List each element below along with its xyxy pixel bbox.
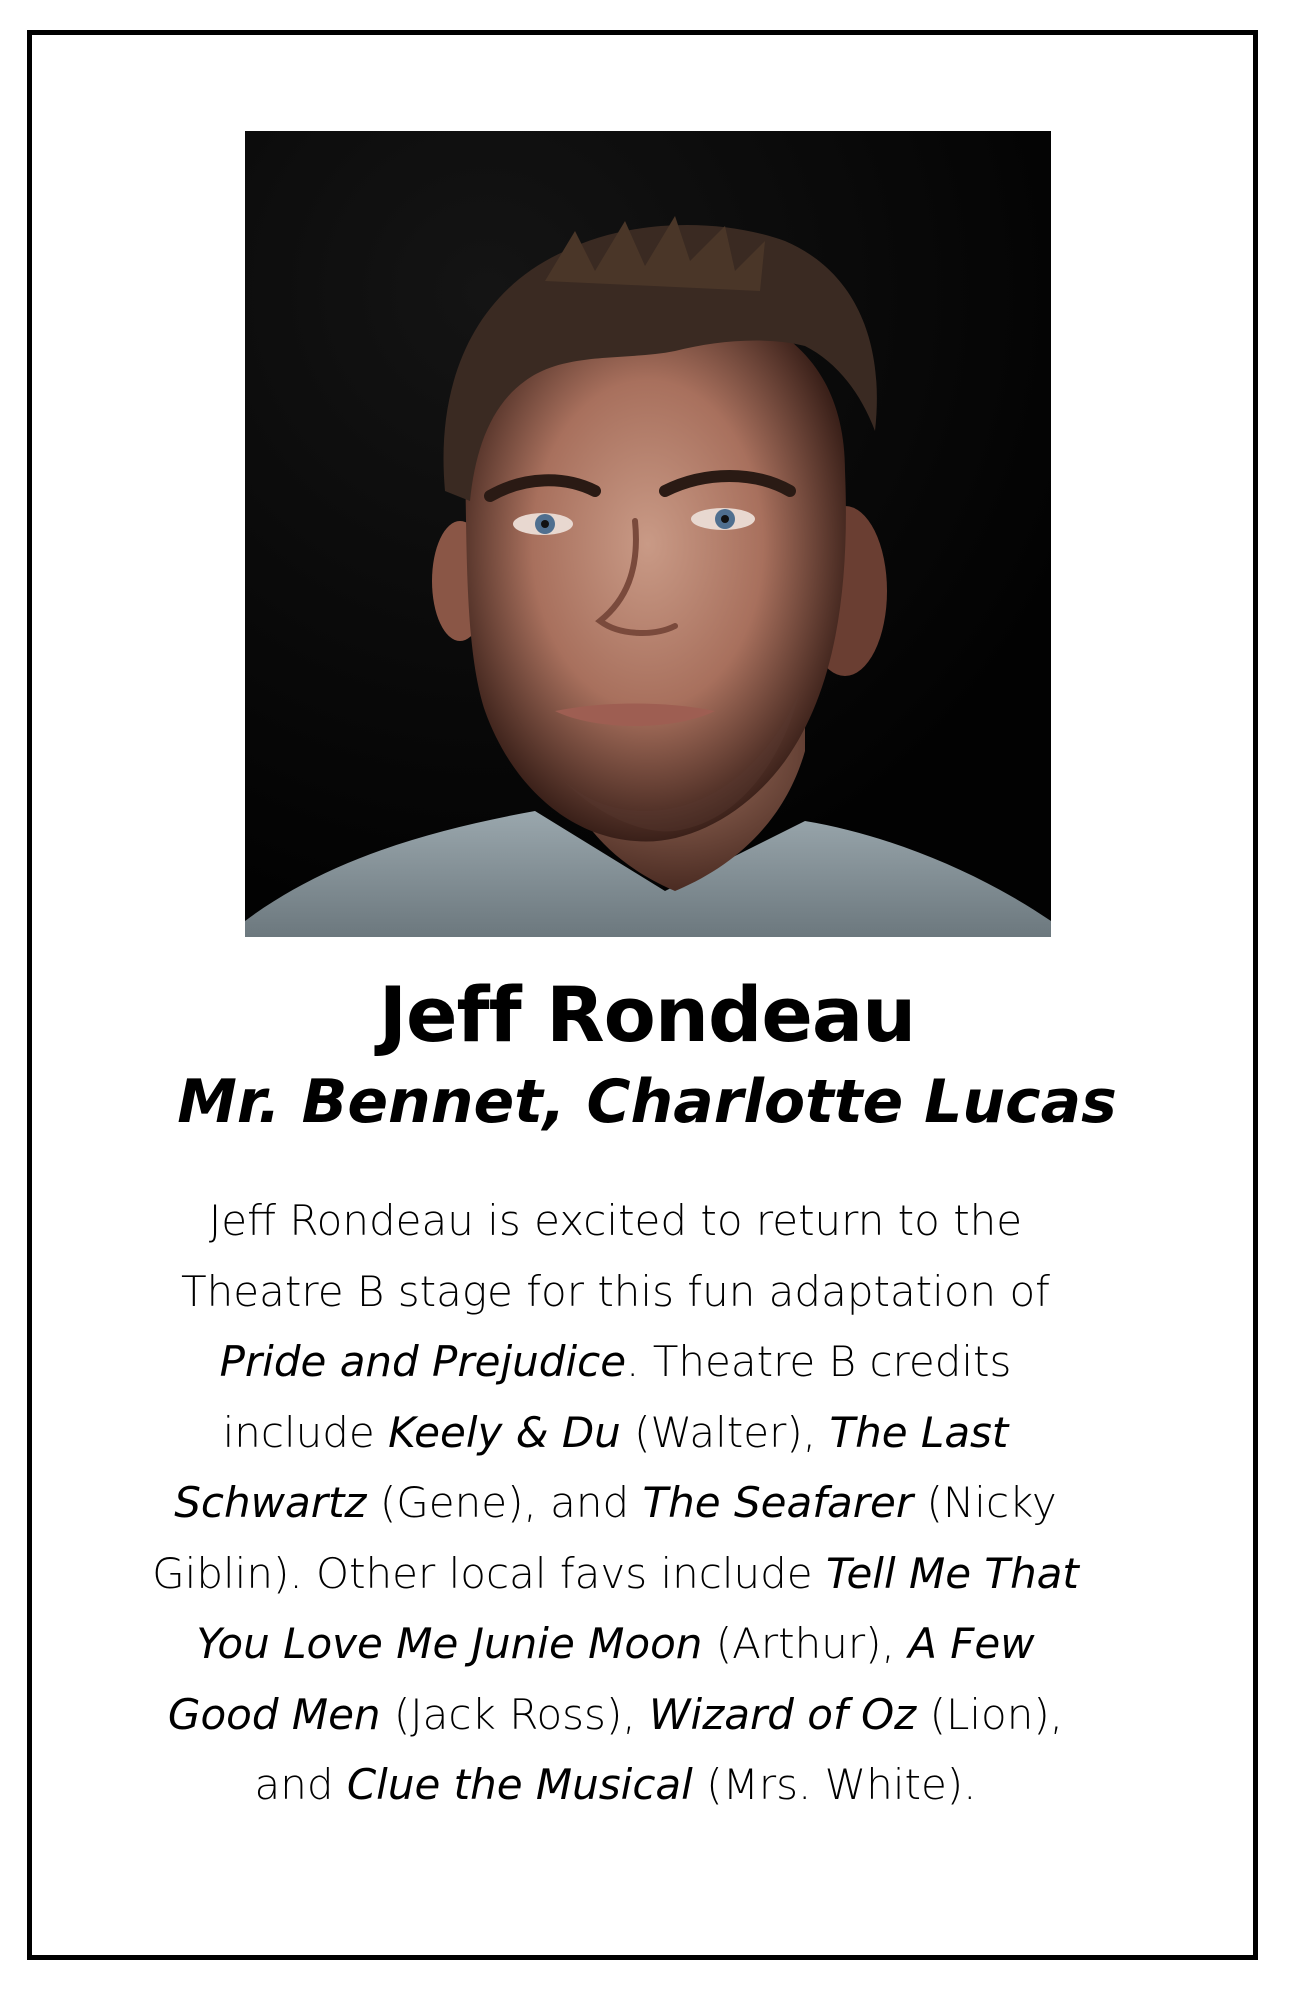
actor-role: Mr. Bennet, Charlotte Lucas xyxy=(177,1067,1117,1137)
bio-line xyxy=(90,1327,1141,1398)
bio-title-text: Keely & Du xyxy=(388,1407,621,1457)
bio-title-text: The Seafarer xyxy=(642,1478,914,1527)
actor-name: Jeff Rondeau xyxy=(378,970,916,1059)
bio-line xyxy=(90,1468,1141,1539)
bio-text: (Gene), and xyxy=(366,1478,643,1527)
headshot-image xyxy=(245,131,1051,937)
bio-line xyxy=(90,1539,1141,1610)
bio-title-text: You Love Me Junie Moon xyxy=(196,1619,703,1668)
bio-text: (Nicky xyxy=(913,1478,1057,1527)
bio-title-text: Good Men xyxy=(167,1689,381,1739)
bio-title-text: Schwartz xyxy=(174,1478,367,1527)
bio-line xyxy=(90,1609,1141,1680)
bio-line xyxy=(90,1750,1141,1821)
actor-bio xyxy=(90,1186,1141,1821)
bio-title-text: Wizard of Oz xyxy=(649,1689,917,1739)
bio-line xyxy=(90,1398,1141,1469)
bio-title-text: Tell Me That xyxy=(825,1548,1079,1598)
bio-text: (Jack Ross), xyxy=(380,1689,650,1739)
bio-text: Jeff Rondeau is excited to return to the xyxy=(208,1196,1023,1245)
bio-title-text: A Few xyxy=(908,1619,1035,1668)
bio-title-text: The Last xyxy=(829,1407,1009,1457)
bio-text: (Mrs. White). xyxy=(692,1760,977,1809)
bio-text: Giblin). Other local favs include xyxy=(152,1548,826,1598)
bio-title-text: Pride and Prejudice xyxy=(219,1337,627,1386)
bio-text: (Lion), xyxy=(916,1689,1064,1739)
bio-text: include xyxy=(222,1407,389,1457)
bio-text: (Walter), xyxy=(620,1407,830,1457)
bio-text: and xyxy=(254,1760,347,1809)
bio-title-text: Clue the Musical xyxy=(346,1760,693,1809)
headshot-photo xyxy=(245,131,1051,937)
bio-text: . Theatre B credits xyxy=(626,1337,1012,1386)
bio-line xyxy=(90,1186,1141,1257)
bio-line xyxy=(90,1257,1141,1328)
bio-line xyxy=(90,1680,1141,1751)
bio-text: (Arthur), xyxy=(702,1619,909,1668)
bio-text: Theatre B stage for this fun adaptation of xyxy=(181,1266,1050,1316)
